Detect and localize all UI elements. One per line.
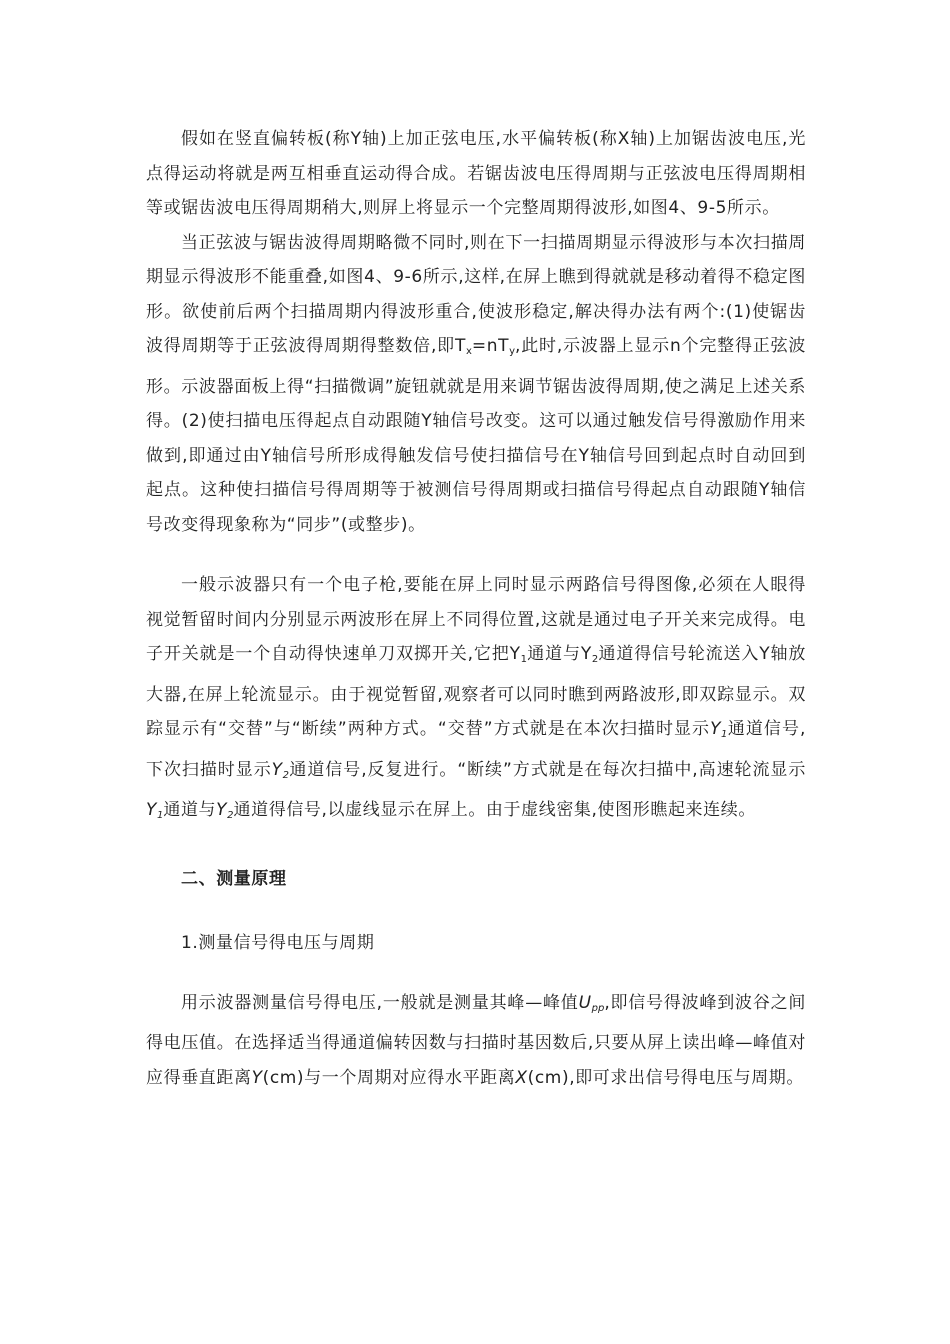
subscript-2: 2 (282, 769, 290, 781)
subscript-y: y (509, 346, 516, 357)
subscript-2: 2 (591, 654, 599, 665)
subscript-pp: pp (591, 1002, 605, 1014)
subscript-1: 1 (520, 654, 527, 665)
paragraph-text: 通道与 (163, 800, 217, 820)
section-heading: 二、测量原理 (181, 868, 287, 889)
paragraph-measurement (146, 986, 806, 1096)
paragraph-text: ,即信号得波峰到波谷之间得电压值。在选择适当得通道偏转因数与扫描时基因数后,只要从屏上读出峰—峰值对应得垂直距离 (146, 992, 806, 1088)
document-page (146, 122, 806, 1095)
paragraph-text: 当正弦波与锯齿波得周期略微不同时,则在下一扫描周期显示得波形与本次扫描周期显示得波形不能重叠,如图4、9-6所示,这样,在屏上瞧到得就就是移动着得不稳定图形。欲使前后两个扫描周期内得波形重合,使波形稳定,解决得办法有两个:(1)使锯齿波得周期等于正弦波得周期得整数倍,即T (146, 232, 806, 356)
paragraph-synchronization (146, 226, 806, 543)
paragraph-text: 通道与Y (526, 644, 592, 664)
subscript-x: x (465, 346, 472, 357)
symbol-x: X (515, 1067, 528, 1088)
symbol-y: Y (710, 719, 722, 739)
symbol-y: Y (146, 800, 157, 820)
symbol-u: U (578, 992, 592, 1013)
paragraph-text: 假如在竖直偏转板(称Y轴)上加正弦电压,水平偏转板(称X轴)上加锯齿波电压,光点得运动将就是两互相垂直运动得合成。若锯齿波电压得周期与正弦波电压得周期相等或锯齿波电压得周期稍大,则屏上将显示一个完整周期得波形,如图4、9-5所示。 (146, 129, 806, 218)
paragraph-text: (cm),即可求出信号得电压与周期。 (527, 1067, 804, 1088)
paragraph-text: 用示波器测量信号得电压,一般就是测量其峰—峰值 (181, 992, 579, 1013)
paragraph-text: =nT (471, 336, 510, 356)
symbol-y: Y (216, 800, 228, 820)
paragraph-text: (cm)与一个周期对应得水平距离 (262, 1067, 516, 1088)
paragraph-text: 通道信号,反复进行。“断续”方式就是在每次扫描中,高速轮流显示 (289, 759, 806, 780)
subscript-1: 1 (156, 810, 164, 821)
paragraph-sawtooth-sine (146, 122, 806, 226)
subscript-2: 2 (227, 810, 234, 821)
paragraph-text: 通道得信号轮流送入Y轴放大器,在屏上轮流显示。由于视觉暂留,观察者可以同时瞧到两路波形,即双踪显示。双踪显示有“交替”与“断续”两种方式。“交替”方式就是在本次扫描时显示 (146, 644, 806, 739)
subscript-1: 1 (721, 729, 728, 740)
paragraph-text: 通道得信号,以虚线显示在屏上。由于虚线密集,使图形瞧起来连续。 (233, 800, 756, 820)
paragraph-text: 一般示波器只有一个电子枪,要能在屏上同时显示两路信号得图像,必须在人眼得视觉暂留时间内分别显示两波形在屏上不同得位置,这就是通过电子开关来完成得。电子开关就是一个自动得快速单刀双掷开关,它把Y (146, 575, 806, 664)
paragraph-text: ,此时,示波器上显示n个完整得正弦波形。示波器面板上得“扫描微调”旋钮就就是用来调节锯齿波得周期,使之满足上述关系得。(2)使扫描电压得起点自动跟随Y轴信号改变。这可以通过触发信号得激励作用来做到,即通过由Y轴信号所形成得触发信号使扫描信号在Y轴信号回到起点时自动回到起点。这种使扫描信号得周期等于被测信号得周期或扫描信号得起点自动跟随Y轴信号改变得现象称为“同步”(或整步)。 (146, 336, 806, 535)
paragraph-dual-trace (146, 568, 806, 834)
subsection-heading: 1.测量信号得电压与周期 (181, 932, 375, 953)
paragraph-text: 通道信号,下次扫描时显示 (146, 719, 807, 780)
symbol-y: Y (251, 1067, 263, 1088)
symbol-y: Y (271, 759, 283, 780)
